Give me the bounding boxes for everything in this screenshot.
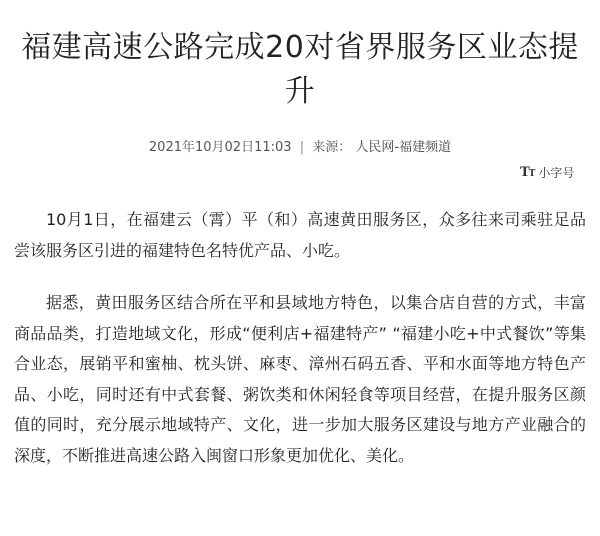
source-label: 来源：	[312, 140, 352, 155]
source-link[interactable]: 人民网-福建频道	[355, 140, 452, 155]
font-size-toggle-button[interactable]	[520, 162, 574, 182]
publish-date: 2021年10月02日11:03	[148, 140, 292, 155]
article-title: 福建高速公路完成20对省界服务区业态提升	[21, 30, 579, 109]
font-size-toggle-label: 小字号	[538, 165, 575, 180]
font-size-icon: TT	[520, 164, 535, 180]
meta-separator: |	[299, 140, 305, 155]
article-meta	[0, 139, 600, 157]
article-paragraph: 据悉，黄田服务区结合所在平和县域地方特色，以集合店自营的方式，丰富商品品类，打造地域文化，形成“便利店+福建特产” “福建小吃+中式餐饮”等集合业态，展销平和蜜柚、枕头饼、麻枣、漳州石码五香、平和水面等地方特色产品、小吃，同时还有中式套餐、粥饮类和休闲轻食等项目经营，在提升服务区颜值的同时，充分展示地域特产、文化，进一步加大服务区建设与地方产业融合的深度，不断推进高速公路入闽窗口形象更加优化、美化。	[14, 293, 586, 465]
article-paragraph: 10月1日，在福建云（霄）平（和）高速黄田服务区，众多往来司乘驻足品尝该服务区引进的福建特色名特优产品、小吃。	[14, 210, 586, 260]
